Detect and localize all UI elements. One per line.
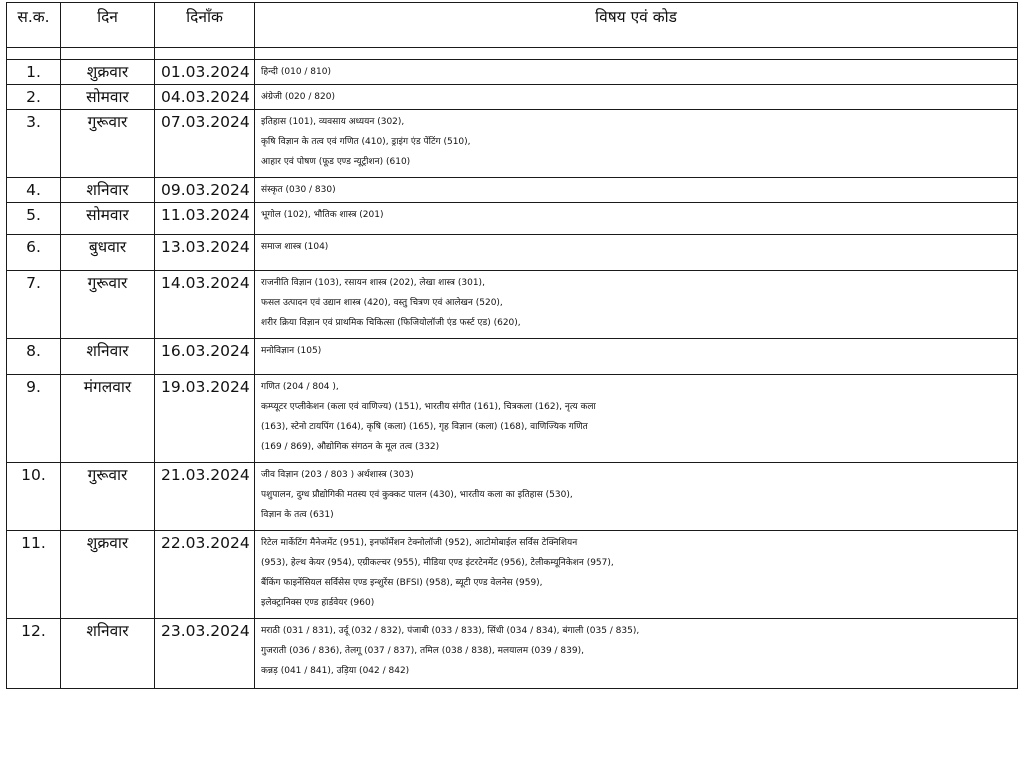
serial-number: 9. [7,375,61,463]
exam-schedule-table [6,2,1018,689]
exam-day: शुक्रवार [61,531,155,619]
serial-number: 10. [7,463,61,531]
schedule-row [7,339,1018,375]
exam-date: 09.03.2024 [155,178,255,203]
schedule-row [7,203,1018,235]
serial-number: 3. [7,110,61,178]
subject-line: अंग्रेजी (020 / 820) [261,92,335,102]
subject-line: कन्नड़ (041 / 841), उड़िया (042 / 842) [261,666,410,676]
subject-line: इलेक्ट्रानिक्स एण्ड हार्डवेयर (960) [261,598,375,608]
exam-day: शनिवार [61,619,155,689]
exam-date: 04.03.2024 [155,85,255,110]
schedule-row [7,178,1018,203]
subject-line: मराठी (031 / 831), उर्दू (032 / 832), पंजाबी (033 / 833), सिंधी (034 / 834), बंगाली (035 / 835), [261,626,640,636]
exam-day: मंगलवार [61,375,155,463]
spacer-cell [255,48,1018,60]
spacer-cell [155,48,255,60]
subjects-and-codes [255,235,1018,271]
schedule-row [7,531,1018,619]
subject-line: रिटेल मार्केटिंग मैनेजमेंट (951), इनफॉर्मेशन टेक्नोलॉजी (952), आटोमोबाईल सर्विस टेक्निशियन [261,538,578,548]
subject-line: समाज शास्त्र (104) [261,242,329,252]
subject-line: (163), स्टेनो टायपिंग (164), कृषि (कला) (165), गृह विज्ञान (कला) (168), वाणिज्यिक गणित [261,422,588,432]
exam-date: 23.03.2024 [155,619,255,689]
subject-line: (953), हेल्थ केयर (954), एग्रीकल्चर (955), मीडिया एण्ड इंटरटेनमेंट (956), टेलीकम्यूनिकेशन (957), [261,558,614,568]
subject-line: गुजराती (036 / 836), तेलगू (037 / 837), तमिल (038 / 838), मलयालम (039 / 839), [261,646,584,656]
exam-date: 22.03.2024 [155,531,255,619]
subjects-and-codes [255,463,1018,531]
exam-day: शुक्रवार [61,60,155,85]
subject-line: हिन्दी (010 / 810) [261,67,331,77]
serial-number: 1. [7,60,61,85]
subject-line: पशुपालन, दुग्ध प्रौद्योगिकी मतस्य एवं कुक्कट पालन (430), भारतीय कला का इतिहास (530), [261,490,573,500]
exam-date: 21.03.2024 [155,463,255,531]
exam-day: शनिवार [61,339,155,375]
subject-line: विज्ञान के तत्व (631) [261,510,334,520]
serial-number: 7. [7,271,61,339]
subjects-and-codes [255,375,1018,463]
header-row [7,3,1018,48]
serial-number: 6. [7,235,61,271]
subjects-and-codes [255,531,1018,619]
schedule-row [7,463,1018,531]
spacer-cell [61,48,155,60]
schedule-body [7,48,1018,689]
subject-line: गणित (204 / 804 ), [261,382,339,392]
subjects-and-codes [255,271,1018,339]
subject-line: जीव विज्ञान (203 / 803 ) अर्थशास्त्र (303) [261,470,414,480]
schedule-row [7,619,1018,689]
subject-line: बैंकिंग फाइनेंसियल सर्विसेस एण्ड इन्शुरेंस (BFSI) (958), ब्यूटी एण्ड वेलनेस (959), [261,578,543,588]
exam-date: 16.03.2024 [155,339,255,375]
subject-line: भूगोल (102), भौतिक शास्त्र (201) [261,210,384,220]
serial-number: 12. [7,619,61,689]
schedule-row [7,85,1018,110]
header-day: दिन [61,3,155,48]
subject-line: शरीर क्रिया विज्ञान एवं प्राथमिक चिकित्सा (फिजियोलॉजी एंड फर्स्ट एड) (620), [261,318,521,328]
subject-line: राजनीति विज्ञान (103), रसायन शास्त्र (202), लेखा शास्त्र (301), [261,278,485,288]
exam-schedule-sheet [6,2,1018,689]
serial-number: 4. [7,178,61,203]
subjects-and-codes [255,619,1018,689]
exam-day: सोमवार [61,203,155,235]
serial-number: 5. [7,203,61,235]
schedule-row [7,235,1018,271]
serial-number: 11. [7,531,61,619]
spacer-row [7,48,1018,60]
subjects-and-codes [255,85,1018,110]
header-serial: स.क. [7,3,61,48]
header-date: दिनाँक [155,3,255,48]
header-subject: विषय एवं कोड [255,3,1018,48]
exam-day: बुधवार [61,235,155,271]
exam-day: शनिवार [61,178,155,203]
schedule-row [7,271,1018,339]
subject-line: संस्कृत (030 / 830) [261,185,336,195]
exam-date: 19.03.2024 [155,375,255,463]
exam-date: 01.03.2024 [155,60,255,85]
subject-line: फसल उत्पादन एवं उद्यान शास्त्र (420), वस्तु चित्रण एवं आलेखन (520), [261,298,503,308]
subject-line: कृषि विज्ञान के तत्व एवं गणित (410), ड्राइंग एंड पेंटिंग (510), [261,137,471,147]
exam-date: 13.03.2024 [155,235,255,271]
serial-number: 8. [7,339,61,375]
subject-line: मनोविज्ञान (105) [261,346,322,356]
subject-line: (169 / 869), औद्योगिक संगठन के मूल तत्व (332) [261,442,440,452]
schedule-row [7,375,1018,463]
exam-date: 14.03.2024 [155,271,255,339]
subjects-and-codes [255,178,1018,203]
exam-day: सोमवार [61,85,155,110]
schedule-row [7,60,1018,85]
subject-line: इतिहास (101), व्यवसाय अध्ययन (302), [261,117,405,127]
subject-line: कम्प्यूटर एप्लीकेशन (कला एवं वाणिज्य) (151), भारतीय संगीत (161), चित्रकला (162), नृत्य कला [261,402,596,412]
serial-number: 2. [7,85,61,110]
subjects-and-codes [255,339,1018,375]
subject-line: आहार एवं पोषण (फूड एण्ड न्यूट्रीशन) (610) [261,157,411,167]
exam-day: गुरूवार [61,463,155,531]
subjects-and-codes [255,60,1018,85]
exam-date: 11.03.2024 [155,203,255,235]
subjects-and-codes [255,110,1018,178]
spacer-cell [7,48,61,60]
exam-date: 07.03.2024 [155,110,255,178]
schedule-row [7,110,1018,178]
subjects-and-codes [255,203,1018,235]
exam-day: गुरूवार [61,271,155,339]
exam-day: गुरूवार [61,110,155,178]
